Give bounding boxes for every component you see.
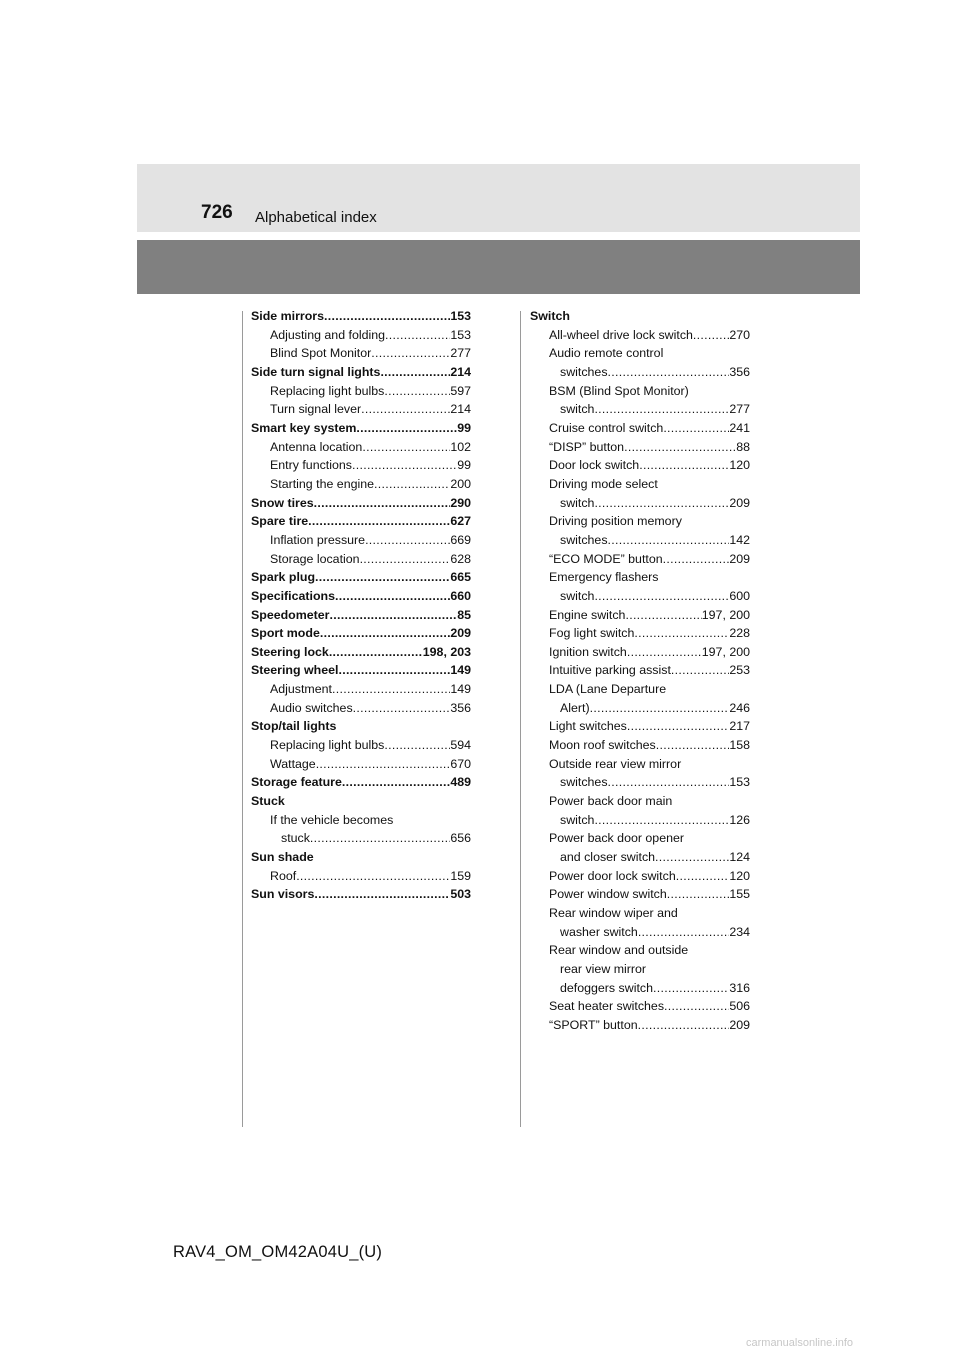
entry-label: Storage location [270,551,360,566]
index-column-right [530,307,750,1035]
dot-leader [608,363,730,382]
index-heading [251,848,471,867]
dot-leader [365,531,450,550]
index-entry [530,867,750,886]
page-reference: 209 [450,626,471,641]
entry-label: washer switch [560,924,638,939]
index-entry [251,829,471,848]
dot-leader [314,885,450,904]
dot-leader [384,736,450,755]
index-entry [251,438,471,457]
page-reference: 209 [729,495,750,510]
dot-leader [332,680,450,699]
entry-label: and closer switch [560,850,656,865]
entry-label: “DISP” button [549,439,625,454]
dot-leader [638,1016,730,1035]
entry-label: stuck [281,831,310,846]
index-entry [251,382,471,401]
page-reference: 241 [729,420,750,435]
page-reference: 158 [729,738,750,753]
entry-label: Roof [270,868,297,883]
entry-label: Blind Spot Monitor [270,346,372,361]
index-entry [251,811,471,830]
page-reference: 99 [457,420,471,435]
dot-leader [594,811,729,830]
page-reference: 246 [729,700,750,715]
index-entry [530,624,750,643]
entry-label: Steering lock [251,644,329,659]
dot-leader [663,550,730,569]
entry-label: Stuck [251,794,285,809]
index-entry [530,475,750,494]
dot-leader [627,717,729,736]
page-reference: 670 [450,756,471,771]
page-reference: 656 [450,831,471,846]
watermark: carmanualsonline.info [746,1337,854,1349]
entry-label: Adjusting and folding [270,327,386,342]
entry-label: Replacing light bulbs [270,738,385,753]
dot-leader [594,587,729,606]
dot-leader [361,400,450,419]
dot-leader [653,979,729,998]
index-entry [251,456,471,475]
page-reference: 214 [450,364,471,379]
index-heading [251,773,471,792]
entry-label: Specifications [251,588,336,603]
entry-label: Antenna location [270,439,363,454]
page-reference: 228 [729,626,750,641]
page-reference: 155 [729,887,750,902]
dot-leader [380,363,450,382]
index-entry [251,550,471,569]
entry-label: Sun visors [251,887,315,902]
dot-leader [663,419,729,438]
dot-leader [315,568,450,587]
index-entry [530,587,750,606]
page-reference: 88 [736,439,750,454]
page-number: 726 [201,202,233,223]
index-heading [251,606,471,625]
page-reference: 277 [729,402,750,417]
dot-leader [664,997,729,1016]
entry-label: Entry functions [270,458,352,473]
dot-leader [627,643,702,662]
entry-label: Replacing light bulbs [270,383,385,398]
dot-leader [360,550,451,569]
index-entry [251,531,471,550]
dot-leader [594,400,729,419]
index-entry [251,400,471,419]
page-reference: 142 [729,532,750,547]
page-reference: 120 [729,868,750,883]
index-entry [530,531,750,550]
index-heading [251,419,471,438]
index-entry [530,941,750,960]
entry-label: Moon roof switches [549,738,656,753]
index-entry [251,475,471,494]
index-entry [530,494,750,513]
entry-label: Driving position memory [549,514,682,529]
page-reference: 506 [729,999,750,1014]
index-entry [530,885,750,904]
dot-leader [362,438,450,457]
index-heading [251,885,471,904]
entry-label: Cruise control switch [549,420,664,435]
page-reference: 290 [450,495,471,510]
page-reference: 234 [729,924,750,939]
dot-leader [335,587,450,606]
index-heading [251,792,471,811]
entry-label: Starting the engine [270,476,375,491]
dot-leader [352,456,457,475]
entry-label: Storage feature [251,775,342,790]
entry-label: Driving mode select [549,476,658,491]
index-entry [530,512,750,531]
dot-leader [371,344,450,363]
entry-label: Rear window and outside [549,943,689,958]
entry-label: switches [560,775,608,790]
entry-label: Door lock switch [549,458,640,473]
entry-label: switch [560,402,595,417]
index-entry [251,699,471,718]
index-entry [530,829,750,848]
index-entry [530,904,750,923]
page-header [137,164,860,232]
index-entry [530,568,750,587]
section-title: Alphabetical index [255,209,377,226]
index-entry [251,326,471,345]
page-reference: 316 [729,980,750,995]
entry-label: Rear window wiper and [549,906,678,920]
entry-label: If the vehicle becomes [270,812,394,827]
page-reference: 200 [450,476,471,491]
document-code: RAV4_OM_OM42A04U_(U) [173,1243,383,1261]
index-entry [530,960,750,979]
index-entry [530,792,750,811]
page-reference: 149 [450,663,471,678]
dot-leader [374,475,450,494]
entry-label: Audio switches [270,700,353,715]
page-reference: 153 [450,327,471,342]
page-reference: 356 [450,700,471,715]
index-entry [530,997,750,1016]
dot-leader [316,755,451,774]
left-column-rule [242,311,243,1127]
index-entry [530,661,750,680]
dot-leader [342,773,450,792]
index-entry [530,606,750,625]
page-reference: 489 [450,775,471,790]
page-reference: 85 [457,607,471,622]
dot-leader [608,531,730,550]
index-column-left [251,307,471,904]
index-heading [251,717,471,736]
index-entry [530,811,750,830]
page-reference: 126 [729,812,750,827]
entry-label: “ECO MODE” button [549,551,663,566]
dot-leader [338,661,450,680]
entry-label: Power back door opener [549,831,685,846]
entry-label: Wattage [270,756,316,771]
entry-label: Power back door main [549,794,673,809]
entry-label: All-wheel drive lock switch [549,327,693,342]
index-entry [251,755,471,774]
entry-label: Emergency flashers [549,570,659,585]
entry-label: “SPORT” button [549,1017,638,1032]
entry-label: Spare tire [251,514,309,529]
index-entry [530,438,750,457]
dot-leader [590,699,730,718]
right-column-rule [520,311,521,1127]
dot-leader [634,624,729,643]
index-entry [530,643,750,662]
page-reference: 102 [450,439,471,454]
dot-leader [638,923,730,942]
dot-leader [693,326,729,345]
page-reference: 270 [729,327,750,342]
dot-leader [624,438,736,457]
page-reference: 214 [450,402,471,417]
dot-leader [314,494,451,513]
dot-leader [671,661,729,680]
index-entry [530,456,750,475]
page-reference: 198, 203 [422,644,471,659]
page-reference: 153 [450,309,471,323]
dot-leader [329,643,423,662]
page-reference: 665 [450,570,471,585]
dot-leader [356,419,457,438]
page-reference: 660 [450,588,471,603]
dot-leader [667,885,730,904]
index-entry [530,344,750,363]
page-reference: 594 [450,738,471,753]
entry-label: switch [560,588,595,603]
page-reference: 149 [450,682,471,697]
entry-label: Power door lock switch [549,868,676,883]
index-heading [251,643,471,662]
dot-leader [296,867,450,886]
dot-leader [310,829,450,848]
entry-label: Side mirrors [251,309,324,323]
page-reference: 669 [450,532,471,547]
entry-label: Outside rear view mirror [549,756,682,771]
dot-leader [655,848,729,867]
header-band [137,240,860,294]
page-reference: 99 [457,458,471,473]
entry-label: Intuitive parking assist [549,663,671,678]
index-entry [530,699,750,718]
page-reference: 356 [729,364,750,379]
entry-label: Ignition switch [549,644,627,659]
dot-leader [608,773,730,792]
index-heading [251,587,471,606]
page-reference: 503 [450,887,471,902]
index-heading [251,512,471,531]
page-reference: 253 [729,663,750,678]
index-entry [530,979,750,998]
page-reference: 217 [729,719,750,734]
page-reference: 600 [729,588,750,603]
index-entry [530,419,750,438]
page-reference: 197, 200 [701,607,750,622]
dot-leader [320,624,450,643]
dot-leader [594,494,729,513]
entry-label: Light switches [549,719,627,734]
index-entry [530,1016,750,1035]
dot-leader [385,326,450,345]
dot-leader [384,382,450,401]
entry-label: Stop/tail lights [251,719,337,734]
entry-label: Power window switch [549,887,667,902]
dot-leader [676,867,730,886]
entry-label: switches [560,532,608,547]
page-reference: 197, 200 [701,644,750,659]
index-heading [251,624,471,643]
page-reference: 153 [729,775,750,790]
index-heading [251,363,471,382]
index-entry [251,867,471,886]
entry-label: Engine switch [549,607,626,622]
index-entry [530,363,750,382]
index-entry [251,344,471,363]
entry-label: switch [560,812,595,827]
page-reference: 124 [729,850,750,865]
entry-label: Alert) [560,700,590,715]
entry-label: Adjustment [270,682,332,697]
dot-leader [639,456,729,475]
index-heading [251,307,471,326]
index-entry [530,326,750,345]
entry-label: Seat heater switches [549,999,665,1014]
index-entry [530,848,750,867]
index-entry [530,736,750,755]
dot-leader [308,512,450,531]
entry-label: defoggers switch [560,980,653,995]
page-reference: 159 [450,868,471,883]
entry-label: Smart key system [251,420,357,435]
page-reference: 277 [450,346,471,361]
entry-label: BSM (Blind Spot Monitor) [549,383,689,398]
page-reference: 120 [729,458,750,473]
page-reference: 597 [450,383,471,398]
index-heading [530,307,750,326]
index-entry [530,382,750,401]
index-entry [530,755,750,774]
index-entry [530,550,750,569]
index-heading [251,568,471,587]
page-reference: 209 [729,1017,750,1032]
dot-leader [625,606,701,625]
entry-label: LDA (Lane Departure [549,682,667,697]
entry-label: rear view mirror [560,961,647,976]
index-entry [530,400,750,419]
index-entry [530,923,750,942]
index-entry [530,717,750,736]
index-heading [251,494,471,513]
entry-label: Inflation pressure [270,532,366,547]
entry-label: switches [560,364,608,379]
dot-leader [324,307,450,326]
entry-label: Sun shade [251,850,314,865]
entry-label: Fog light switch [549,626,635,641]
entry-label: Side turn signal lights [251,364,381,379]
entry-label: Switch [530,309,570,323]
dot-leader [330,606,458,625]
entry-label: Audio remote control [549,346,664,361]
index-entry [530,680,750,699]
entry-label: Spark plug [251,570,316,585]
index-entry [251,680,471,699]
entry-label: Snow tires [251,495,314,510]
entry-label: Speedometer [251,607,330,622]
page-reference: 209 [729,551,750,566]
entry-label: Steering wheel [251,663,339,678]
index-entry [251,736,471,755]
entry-label: Sport mode [251,626,320,641]
entry-label: switch [560,495,595,510]
page-reference: 627 [450,514,471,529]
entry-label: Turn signal lever [270,402,362,417]
index-heading [251,661,471,680]
index-entry [530,773,750,792]
dot-leader [656,736,730,755]
page-reference: 628 [450,551,471,566]
dot-leader [353,699,451,718]
